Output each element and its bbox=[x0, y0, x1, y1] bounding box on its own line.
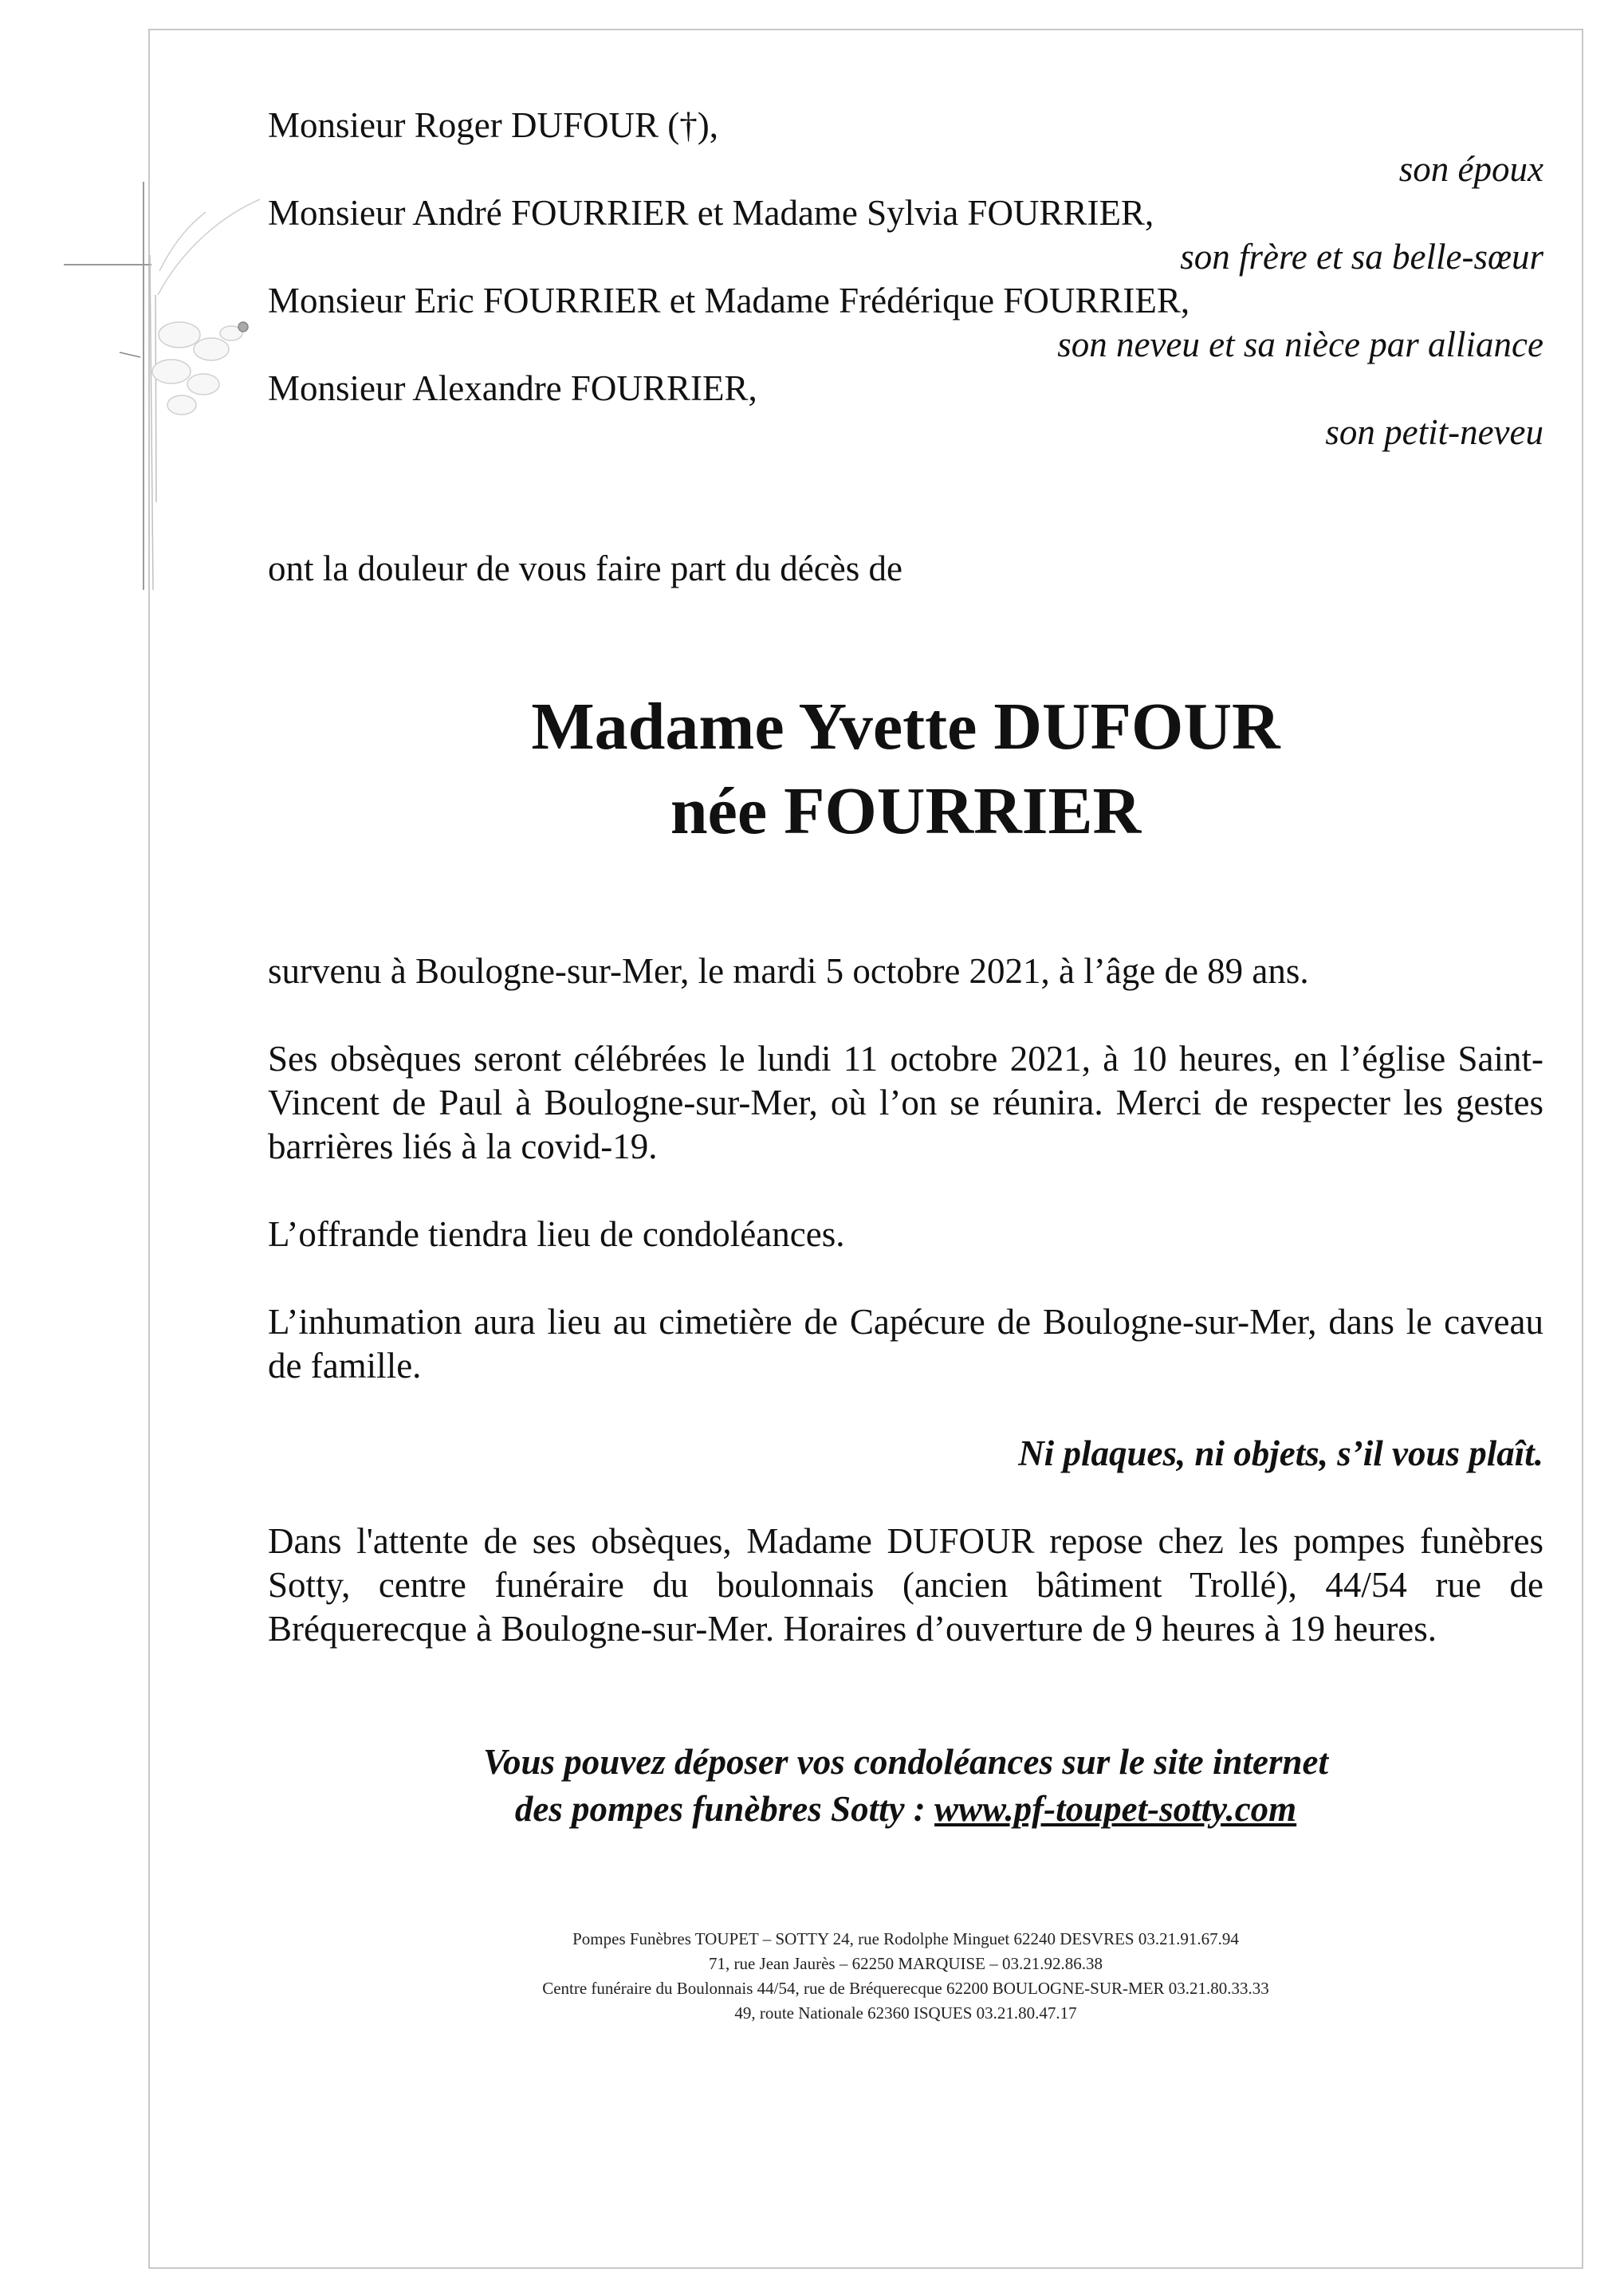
deceased-maiden-name: née FOURRIER bbox=[670, 774, 1142, 848]
family-member bbox=[268, 104, 1543, 191]
death-details: survenu à Boulogne-sur-Mer, le mardi 5 octobre 2021, à l’âge de 89 ans. bbox=[268, 951, 1309, 991]
footer-address: Pompes Funèbres TOUPET – SOTTY 24, rue Rodolphe Minguet 62240 DESVRES 03.21.91.67.94 bbox=[572, 1929, 1239, 1948]
family-member bbox=[268, 367, 1543, 454]
footer-address: 71, rue Jean Jaurès – 62250 MARQUISE – 03.21.92.86.38 bbox=[708, 1954, 1103, 1973]
family-member-name: Monsieur Alexandre FOURRIER, bbox=[268, 368, 757, 408]
deceased-name bbox=[268, 685, 1543, 854]
family-member bbox=[268, 279, 1543, 367]
family-member bbox=[268, 191, 1543, 279]
family-list bbox=[268, 104, 1543, 454]
family-member-name: Monsieur Roger DUFOUR (†), bbox=[268, 105, 718, 145]
no-flowers-request: Ni plaques, ni objets, s’il vous plaît. bbox=[1018, 1433, 1543, 1473]
family-member-name: Monsieur Eric FOURRIER et Madame Frédérique FOURRIER, bbox=[268, 281, 1190, 320]
family-member-relation: son frère et sa belle-sœur bbox=[1180, 237, 1543, 277]
offering-note: L’offrande tiendra lieu de condoléances. bbox=[268, 1214, 845, 1254]
notice-content bbox=[268, 104, 1543, 2026]
footer-address: Centre funéraire du Boulonnais 44/54, rue de Bréquerecque 62200 BOULOGNE-SUR-MER 03.21.80.33.33 bbox=[542, 1979, 1269, 1998]
deceased-married-name: Madame Yvette DUFOUR bbox=[531, 690, 1280, 764]
online-condolences bbox=[268, 1739, 1543, 1833]
orchid-flowers-icon bbox=[120, 322, 248, 415]
condolences-site-prefix: des pompes funèbres Sotty : bbox=[514, 1789, 935, 1829]
family-member-relation: son neveu et sa nièce par alliance bbox=[1057, 324, 1543, 364]
viewing-details: Dans l'attente de ses obsèques, Madame DUFOUR repose chez les pompes funèbres Sotty, centre funéraire du boulonnais (ancien bâtiment Trollé), 44/54 rue de Bréquerecque à Boulogne-sur-Mer. Horaires d’ouverture de 9 heures à 19 heures. bbox=[268, 1521, 1543, 1649]
funeral-details: Ses obsèques seront célébrées le lundi 11 octobre 2021, à 10 heures, en l’église Saint-Vincent de Paul à Boulogne-sur-Mer, où l’on se réunira. Merci de respecter les gestes barrières liés à la covid-19. bbox=[268, 1039, 1543, 1166]
condolences-website-link[interactable]: www.pf-toupet-sotty.com bbox=[934, 1789, 1297, 1829]
condolences-site-line bbox=[268, 1786, 1543, 1833]
cross-orchid-ornament bbox=[64, 167, 263, 598]
funeral-home-footer bbox=[268, 1927, 1543, 2026]
condolences-line: Vous pouvez déposer vos condoléances sur le site internet bbox=[482, 1742, 1328, 1782]
announcement-intro: ont la douleur de vous faire part du décès de bbox=[268, 548, 902, 588]
family-member-relation: son petit-neveu bbox=[1325, 412, 1543, 452]
footer-address: 49, route Nationale 62360 ISQUES 03.21.80.47.17 bbox=[734, 2003, 1077, 2023]
family-member-relation: son époux bbox=[1398, 149, 1543, 189]
family-member-name: Monsieur André FOURRIER et Madame Sylvia FOURRIER, bbox=[268, 193, 1154, 233]
burial-details: L’inhumation aura lieu au cimetière de Capécure de Boulogne-sur-Mer, dans le caveau de famille. bbox=[268, 1302, 1543, 1386]
